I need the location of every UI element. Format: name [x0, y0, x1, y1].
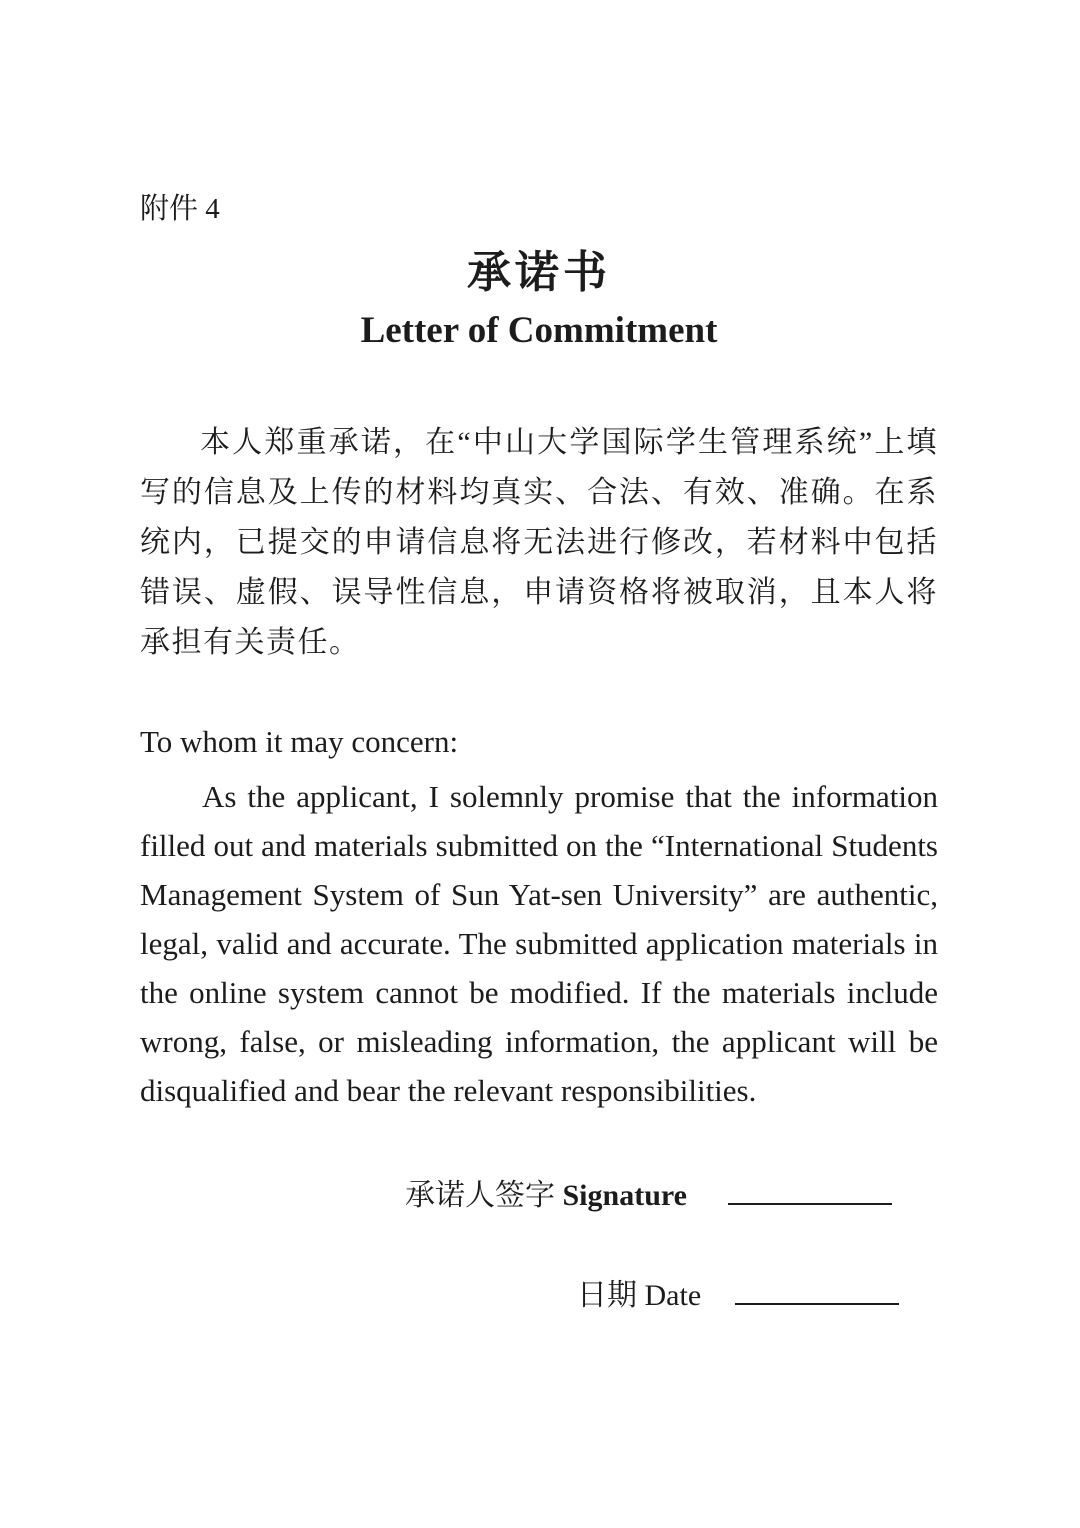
- commitment-paragraph-chinese: 本人郑重承诺，在“中山大学国际学生管理系统”上填写的信息及上传的材料均真实、合法、有效、准确。在系统内，已提交的申请信息将无法进行修改，若材料中包括错误、虚假、误导性信息，申请资格将被取消，且本人将承担有关责任。: [140, 426, 938, 659]
- date-row: [577, 1273, 938, 1317]
- commitment-paragraph-english: As the applicant, I solemnly promise that the information filled out and materials submitted on the “International Students Management System of Sun Yat-sen University” are authentic, legal, valid and accurate. The submitted application materials in the online system cannot be modified. If the materials include wrong, false, or misleading information, the applicant will be disqualified and bear the relevant responsibilities.: [140, 779, 938, 1108]
- attachment-label: 附件 4: [140, 193, 220, 225]
- date-label-chinese: 日期: [577, 1279, 637, 1312]
- signature-line: [728, 1173, 892, 1205]
- date-label-english: Date: [644, 1279, 702, 1312]
- signature-row: [405, 1173, 938, 1217]
- salutation-english: To whom it may concern:: [140, 724, 459, 759]
- signature-label-english: Signature: [562, 1179, 687, 1212]
- signature-label-chinese: 承诺人签字: [405, 1179, 555, 1212]
- document-title-chinese: 承诺书: [467, 248, 611, 297]
- document-title-english: Letter of Commitment: [360, 310, 718, 351]
- date-line: [735, 1273, 899, 1305]
